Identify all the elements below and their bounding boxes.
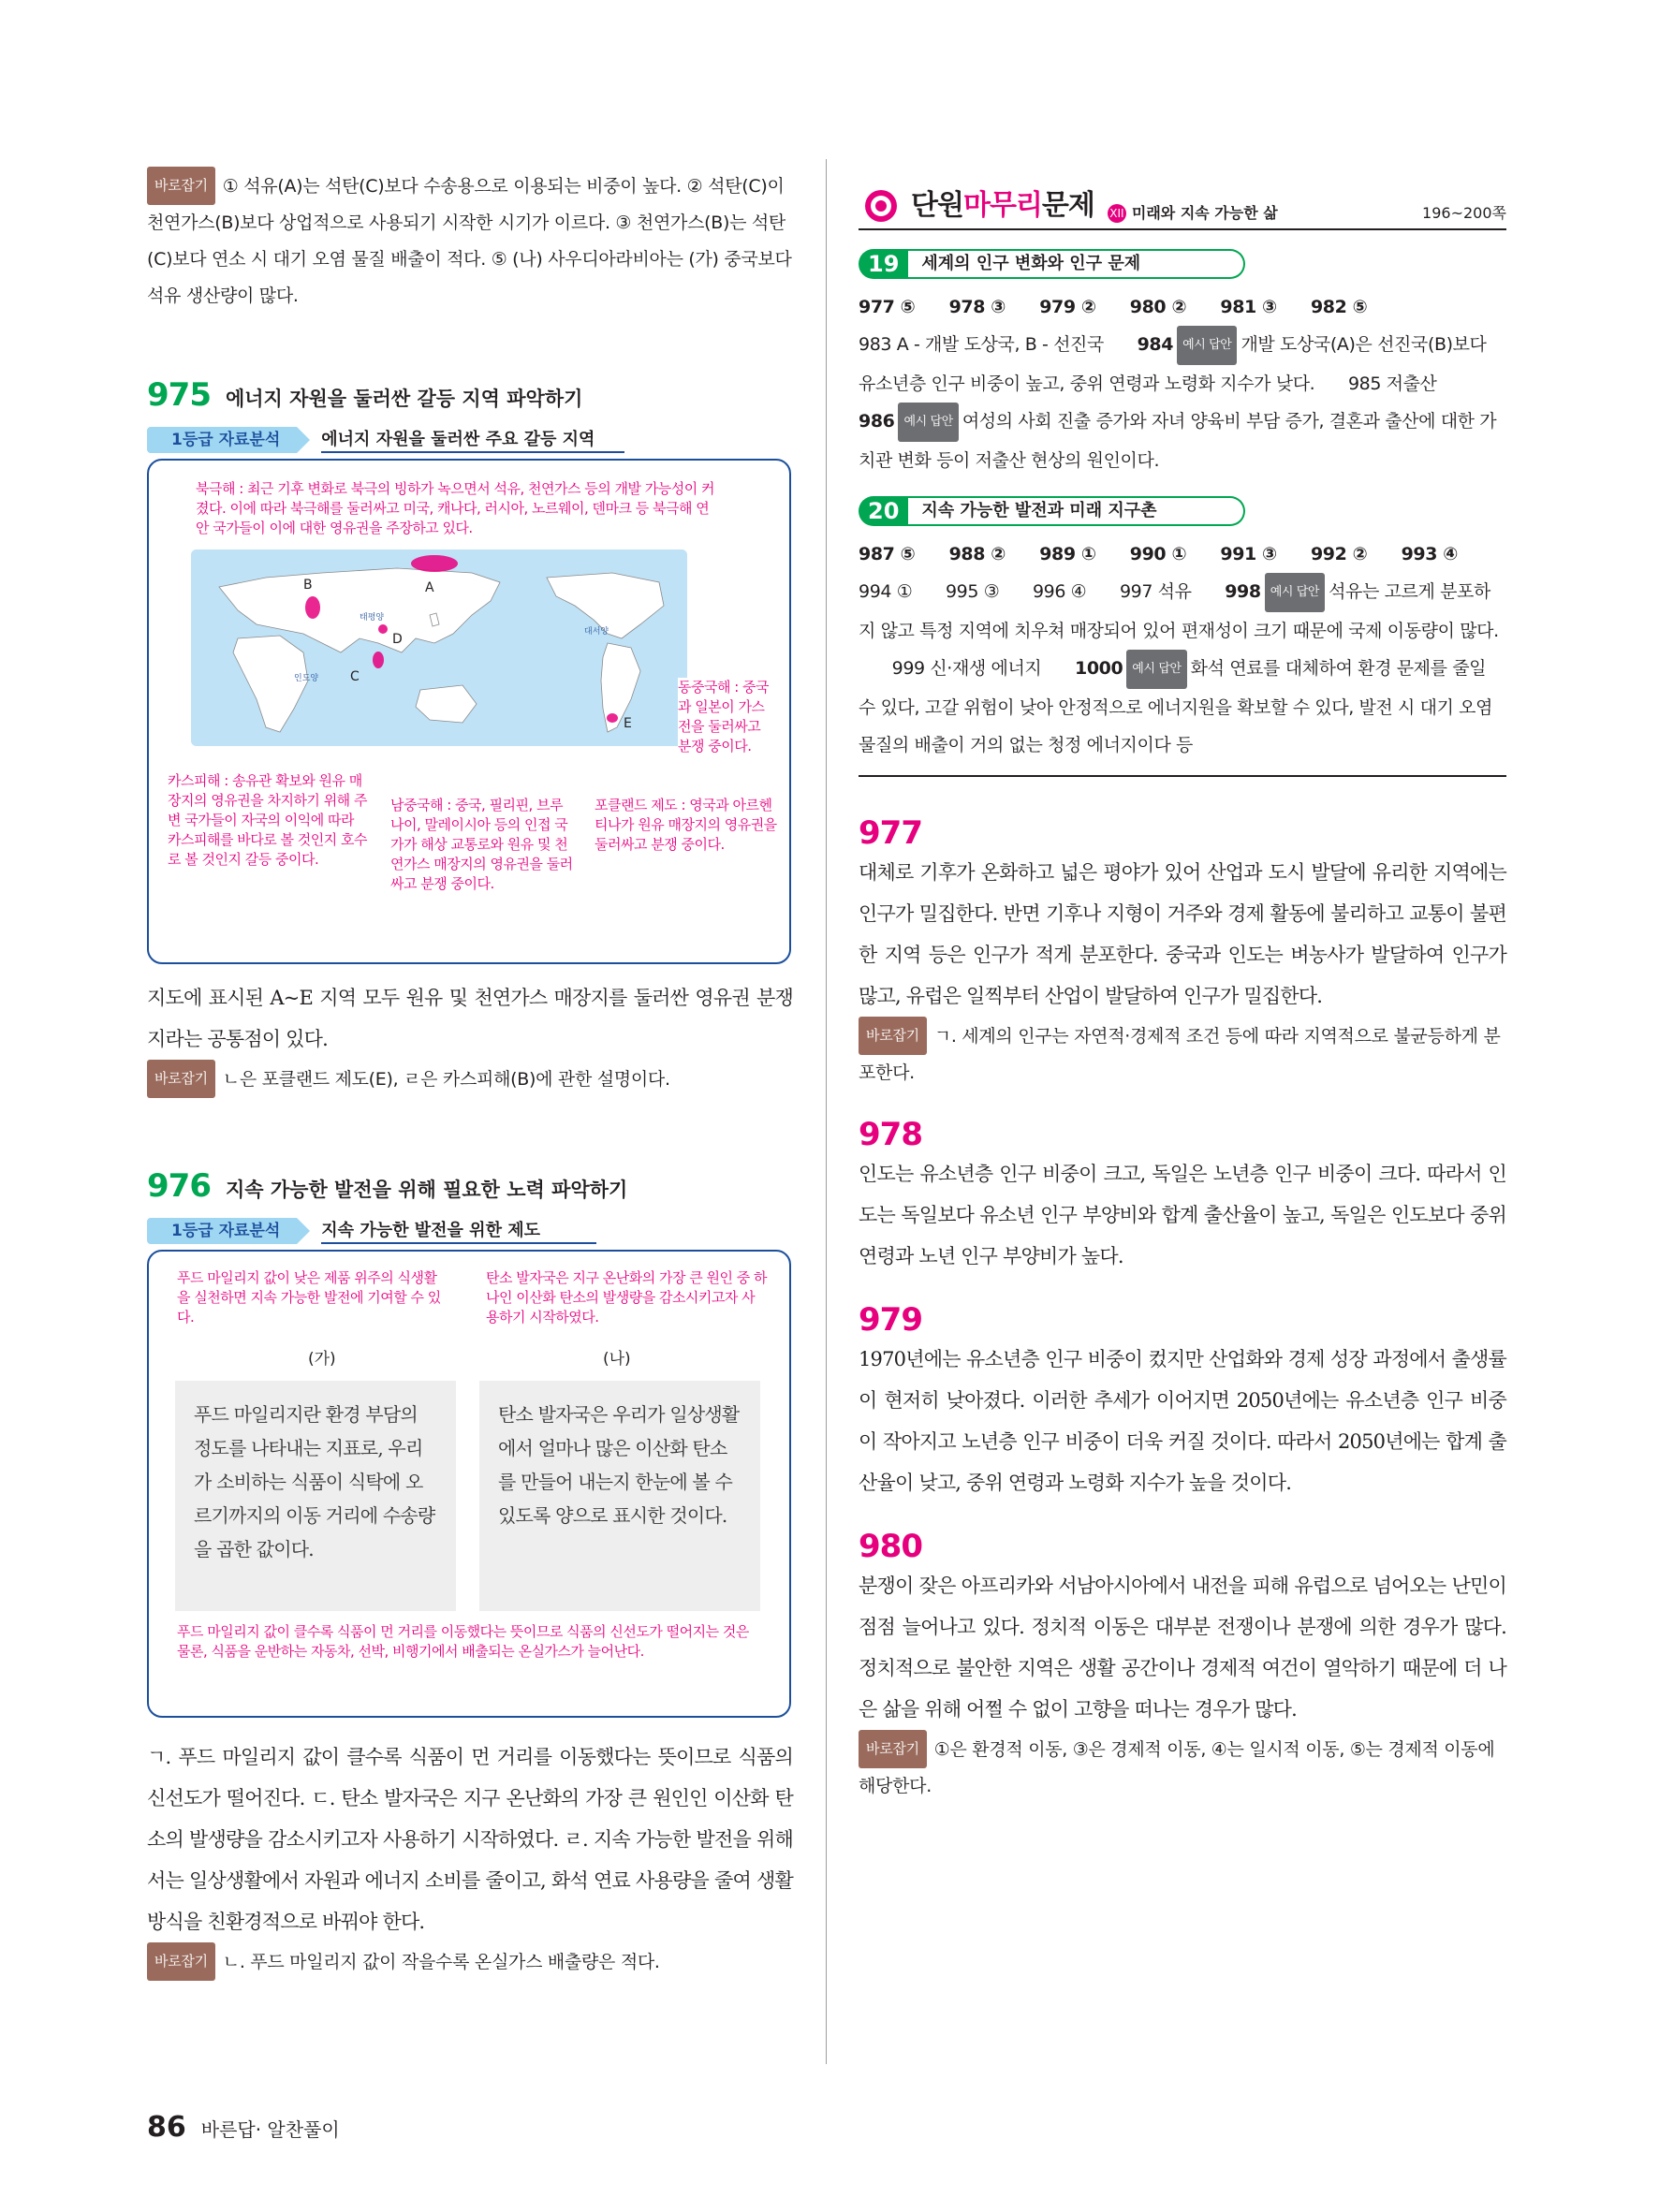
- carbon-footprint-card: 탄소 발자국은 우리가 일상생활에서 얼마나 많은 이산화 탄소를 만들어 내는지 한눈에 볼 수 있도록 양으로 표시한 것이다.: [479, 1381, 760, 1611]
- sustainability-box: [147, 1250, 791, 1718]
- analysis-label: 1등급 자료분석: [147, 1218, 297, 1244]
- question-976-heading: [147, 1167, 793, 1205]
- food-mileage-card: 푸드 마일리지란 환경 부담의 정도를 나타내는 지표로, 우리가 소비하는 식품이 식탁에 오르기까지의 이동 거리에 수송량을 곱한 값이다.: [175, 1381, 456, 1611]
- answer-text: 개발 도상국(A)은 선진국(B)보다 유소년층 인구 비중이 높고, 중위 연령과 노령화 지수가 낮다.: [859, 334, 1487, 394]
- label-na: (나): [603, 1350, 631, 1369]
- answer-item: 979 ②: [1039, 297, 1096, 317]
- food-mileage-bottom-note: 푸드 마일리지 값이 클수록 식품이 먼 거리를 이동했다는 뜻이므로 식품의 신선도가 떨어지는 것은 물론, 식품을 운반하는 자동차, 선박, 비행기에서 배출되는 온실가스가 늘어난다.: [177, 1622, 757, 1662]
- question-977-fix: [859, 1017, 1506, 1091]
- answer-item: 997 석유: [1119, 581, 1192, 602]
- question-title: 지속 가능한 발전을 위해 필요한 노력 파악하기: [225, 1179, 628, 1201]
- analysis-title: 지속 가능한 발전을 위한 제도: [321, 1218, 596, 1244]
- region-a-marker: [411, 555, 458, 572]
- map-label-b: B: [303, 578, 313, 593]
- answer-number: 986: [859, 411, 895, 432]
- analysis-label: 1등급 자료분석: [147, 427, 297, 453]
- fix-text: ㄱ. 세계의 인구는 자연적·경제적 조건 등에 따라 지역적으로 불균등하게 분포한다.: [859, 1026, 1501, 1083]
- question-975-heading: [147, 376, 793, 414]
- section-title: 지속 가능한 발전과 미래 지구촌: [908, 496, 1245, 526]
- world-map-svg: [191, 549, 687, 746]
- answer-item: 990 ①: [1129, 544, 1187, 564]
- question-number: 979: [859, 1301, 922, 1339]
- east-china-sea-note: 동중국해 : 중국과 일본이 가스전을 둘러싸고 분쟁 중이다.: [678, 678, 776, 756]
- answer-paragraph: [859, 326, 1506, 403]
- left-column: [147, 0, 793, 1981]
- arctic-note: 북극해 : 최근 기후 변화로 북극의 빙하가 녹으면서 석유, 천연가스 등의 개발 가능성이 커졌다. 이에 따라 북극해를 둘러싸고 미국, 캐나다, 러시아, 노르웨이, 덴마크 등 북극해 연안 국가들이 이에 대한 영유권을 주장하고 있다.: [196, 479, 720, 538]
- example-tag: 예시 답안: [1265, 573, 1325, 612]
- question-980: [859, 1528, 1506, 1805]
- unit-title-part: 단원: [911, 189, 963, 222]
- page-range: 196~200쪽: [1422, 204, 1506, 222]
- analysis-bar: [147, 1218, 596, 1244]
- answer-item: 993 ④: [1401, 544, 1458, 564]
- answer-item: 991 ③: [1220, 544, 1277, 564]
- right-column: [859, 0, 1506, 1805]
- answer-item: 981 ③: [1220, 297, 1277, 317]
- answer-text: 화석 연료를 대체하여 환경 문제를 줄일 수 있다, 고갈 위험이 낮아 안정적으로 에너지원을 확보할 수 있다, 발전 시 대기 오염 물질의 배출이 거의 없는 청정 에너지이다 등: [859, 658, 1493, 755]
- page-number: 86: [147, 2111, 186, 2144]
- unit-title-part: 문제: [1041, 189, 1094, 222]
- section-19-header: [859, 249, 1506, 279]
- region-b-marker: [305, 596, 320, 619]
- answer-text: 여성의 사회 진출 증가와 자녀 양육비 부담 증가, 결혼과 출산에 대한 가치관 변화 등이 저출산 현상의 원인이다.: [859, 411, 1497, 471]
- question-980-fix: [859, 1730, 1506, 1805]
- answer-item: 980 ②: [1129, 297, 1187, 317]
- map-label-c: C: [350, 669, 360, 684]
- label-ga: (가): [308, 1350, 336, 1369]
- food-mileage-note: 푸드 마일리지 값이 낮은 제품 위주의 식생활을 실천하면 지속 가능한 발전에 기여할 수 있다.: [177, 1268, 448, 1327]
- answer-item: 995 ③: [945, 581, 1000, 602]
- question-number: 977: [859, 814, 922, 852]
- target-icon: [859, 185, 903, 223]
- question-977-explanation: 대체로 기후가 온화하고 넓은 평야가 있어 산업과 도시 발달에 유리한 지역에는 인구가 밀집한다. 반면 기후나 지형이 거주와 경제 활동에 불리하고 교통이 불편한 지역 등은 인구가 적게 분포한다. 중국과 인도는 벼농사가 발달하여 인구가 많고, 유럽은 일찍부터 산업이 발달하여 인구가 밀집한다.: [859, 861, 1506, 1007]
- question-976: [147, 1167, 793, 1981]
- unit-title: [911, 182, 1094, 223]
- fix-tag: 바로잡기: [859, 1017, 927, 1055]
- question-975-explanation: 지도에 표시된 A~E 지역 모두 원유 및 천연가스 매장지를 둘러싼 영유권 분쟁지라는 공통점이 있다.: [147, 987, 793, 1050]
- section-number: 20: [859, 496, 908, 526]
- example-tag: 예시 답안: [898, 403, 958, 442]
- question-number: 980: [859, 1528, 922, 1565]
- ocean-label-indian: 인도양: [294, 674, 319, 683]
- map-label-e: E: [624, 716, 632, 731]
- section-number: 19: [859, 249, 908, 279]
- caspian-note: 카스피해 : 송유관 확보와 원유 매장지의 영유권을 차지하기 위해 주변 국가들이 자국의 이익에 따라 카스피해를 바다로 볼 것인지 호수로 볼 것인지 갈등 중이다.: [168, 771, 369, 870]
- answer-item: 977 ⑤: [859, 297, 916, 317]
- answer-paragraph: [859, 403, 1506, 479]
- footer-title: 바른답· 알찬풀이: [200, 2118, 340, 2141]
- map-label-a: A: [425, 580, 434, 595]
- world-map: [191, 549, 687, 746]
- unit-badge: XII: [1108, 204, 1126, 223]
- question-976-fix: [147, 1942, 793, 1981]
- answer-item: 978 ③: [948, 297, 1006, 317]
- example-tag: 예시 답안: [1126, 650, 1186, 689]
- answer-item: 988 ②: [948, 544, 1006, 564]
- answer-item: 996 ④: [1032, 581, 1087, 602]
- unit-icon: [859, 185, 903, 223]
- answer-number: 1000: [1075, 658, 1123, 679]
- analysis-bar: [147, 427, 624, 453]
- answer-item: 999 신·재생 에너지: [891, 658, 1042, 679]
- question-978-explanation: 인도는 유소년층 인구 비중이 크고, 독일은 노년층 인구 비중이 크다. 따라서 인도는 독일보다 유소년 인구 부양비와 합계 출산율이 높고, 독일은 인도보다 중위 연령과 노년 인구 부양비가 높다.: [859, 1163, 1506, 1267]
- question-number: 976: [147, 1167, 211, 1205]
- question-975: [147, 376, 793, 1098]
- answer-item: 989 ①: [1039, 544, 1096, 564]
- fix-text: ㄴ. 푸드 마일리지 값이 작을수록 온실가스 배출량은 적다.: [222, 1952, 660, 1972]
- fix-tag: 바로잡기: [147, 167, 215, 205]
- unit-title-highlight: 마무리: [962, 189, 1042, 222]
- question-977: [859, 814, 1506, 1091]
- intro-text: ① 석유(A)는 석탄(C)보다 수송용으로 이용되는 비중이 높다. ② 석탄(C)이 천연가스(B)보다 상업적으로 사용되기 시작한 시기가 이르다. ③ 천연가스(B)는 석탄(C)보다 연소 시 대기 오염 물질 배출이 적다. ⑤ (나) 사우디아라비아는 (가) 중국보다 석유 생산량이 많다.: [147, 176, 792, 306]
- map-label-d: D: [392, 632, 403, 647]
- region-d-marker: [378, 624, 388, 634]
- answer-text: 석유는 고르게 분포하지 않고 특정 지역에 치우쳐 매장되어 있어 편재성이 크기 때문에 국제 이동량이 많다.: [859, 581, 1499, 641]
- answer-row: [859, 288, 1506, 326]
- fix-tag: 바로잡기: [147, 1942, 215, 1981]
- ocean-label-pacific: 태평양: [360, 613, 385, 623]
- falkland-note: 포클랜드 제도 : 영국과 아르헨티나가 원유 매장지의 영유권을 둘러싸고 분쟁 중이다.: [595, 797, 777, 853]
- fix-tag: 바로잡기: [859, 1730, 927, 1768]
- example-tag: 예시 답안: [1177, 326, 1237, 365]
- ocean-label-atlantic: 대서양: [584, 627, 609, 637]
- question-975-fix: [147, 1060, 793, 1098]
- fix-text: ①은 환경적 이동, ③은 경제적 이동, ④는 일시적 이동, ⑤는 경제적 이동에 해당한다.: [859, 1739, 1495, 1796]
- question-979-explanation: 1970년에는 유소년층 인구 비중이 컸지만 산업화와 경제 성장 과정에서 출생률이 현저히 낮아졌다. 이러한 추세가 이어지면 2050년에는 유소년층 인구 비중이 작아지고 노년층 인구 비중이 더욱 커질 것이다. 따라서 2050년에는 합계 출산율이 낮고, 중위 연령과 노령화 지수가 높을 것이다.: [859, 1348, 1506, 1494]
- question-title: 에너지 자원을 둘러싼 갈등 지역 파악하기: [225, 388, 583, 410]
- answer-row: [859, 535, 1506, 573]
- answer-item: 987 ⑤: [859, 544, 916, 564]
- question-979: [859, 1301, 1506, 1503]
- question-number: 978: [859, 1116, 922, 1153]
- analysis-title: 에너지 자원을 둘러싼 주요 갈등 지역: [321, 427, 624, 453]
- conflict-map-box: [147, 459, 791, 964]
- answer-number: 998: [1225, 581, 1261, 602]
- page-footer: [147, 2111, 340, 2144]
- section-19-answers: [859, 288, 1506, 479]
- section-title: 세계의 인구 변화와 인구 문제: [908, 249, 1245, 279]
- intro-paragraph: [147, 167, 793, 315]
- section-20-answers: [859, 535, 1506, 777]
- region-e-marker: [607, 713, 618, 723]
- question-number: 975: [147, 376, 211, 414]
- fix-text: ㄴ은 포클랜드 제도(E), ㄹ은 카스피해(B)에 관한 설명이다.: [222, 1069, 670, 1090]
- region-c-marker: [373, 652, 384, 668]
- south-china-sea-note: 남중국해 : 중국, 필리핀, 브루나이, 말레이시아 등의 인접 국가가 해상 교통로와 원유 및 천연가스 매장지의 영유권을 둘러싸고 분쟁 중이다.: [390, 797, 573, 892]
- question-976-explanation: ㄱ. 푸드 마일리지 값이 클수록 식품이 먼 거리를 이동했다는 뜻이므로 식품의 신선도가 떨어진다. ㄷ. 탄소 발자국은 지구 온난화의 가장 큰 원인인 이산화 탄소의 발생량을 감소시키고자 사용하기 시작하였다. ㄹ. 지속 가능한 발전을 위해서는 일상생활에서 자원과 에너지 소비를 줄이고, 화석 연료 사용량을 줄여 생활 방식을 친환경적으로 바꿔야 한다.: [147, 1746, 793, 1933]
- answer-item: 992 ②: [1310, 544, 1368, 564]
- answer-item: 985 저출산: [1347, 374, 1437, 394]
- answer-item: 994 ①: [859, 581, 913, 602]
- answer-item: 983 A - 개발 도상국, B - 선진국: [859, 334, 1104, 355]
- question-978: [859, 1116, 1506, 1277]
- unit-subtitle: 미래와 지속 가능한 삶: [1131, 204, 1278, 222]
- carbon-footprint-note: 탄소 발자국은 지구 온난화의 가장 큰 원인 중 하나인 이산화 탄소의 발생량을 감소시키고자 사용하기 시작하였다.: [486, 1269, 767, 1326]
- answer-paragraph: [859, 573, 1506, 764]
- column-divider: [826, 159, 827, 2064]
- question-980-explanation: 분쟁이 잦은 아프리카와 서남아시아에서 내전을 피해 유럽으로 넘어오는 난민이 점점 늘어나고 있다. 정치적 이동은 대부분 전쟁이나 분쟁에 의한 경우가 많다. 정치적으로 불안한 지역은 생활 공간이나 경제적 여건이 열악하기 때문에 더 나은 삶을 위해 어쩔 수 없이 고향을 떠나는 경우가 많다.: [859, 1575, 1506, 1721]
- answer-item: 982 ⑤: [1310, 297, 1368, 317]
- answer-number: 984: [1137, 334, 1174, 355]
- section-20-header: [859, 496, 1506, 526]
- unit-review-header: [859, 178, 1506, 230]
- fix-tag: 바로잡기: [147, 1060, 215, 1098]
